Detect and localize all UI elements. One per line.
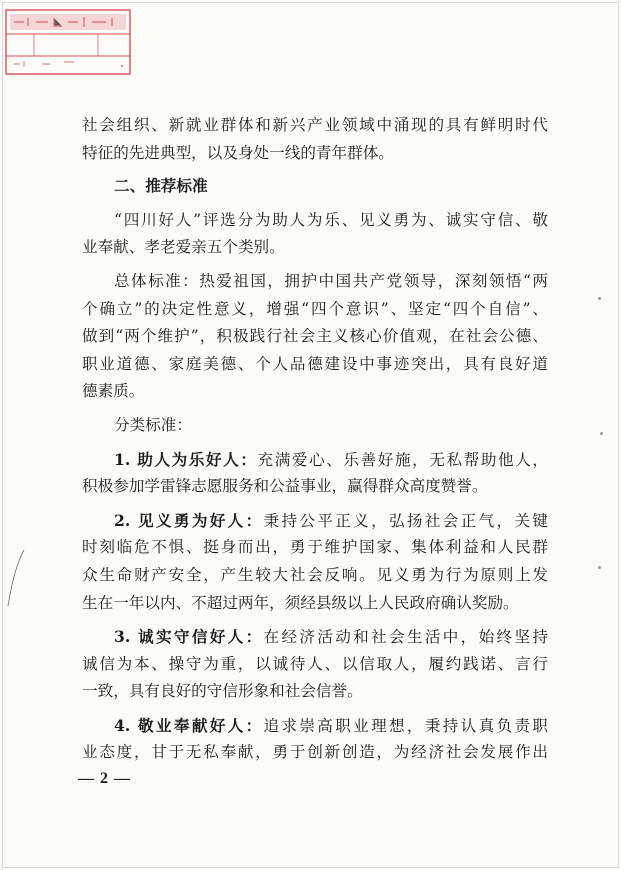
text-line: 分类标准： xyxy=(114,415,192,434)
text-line: 诚信为本、操守为重，以诚待人、以信取人，履约践诺、言行 xyxy=(82,654,548,673)
text-line xyxy=(82,507,548,535)
scan-scratch xyxy=(4,548,34,608)
page-number: — 2 — xyxy=(78,770,131,787)
category-lead: 3. 诚实守信好人： xyxy=(114,627,264,647)
text-line: 职业道德、家庭美德、个人品德建设中事迹突出，具有良好道 xyxy=(82,354,548,373)
scan-speck xyxy=(600,432,603,435)
body-text xyxy=(82,112,548,767)
text-line: 生在一年以内、不超过两年，须经县级以上人民政府确认奖励。 xyxy=(82,593,519,612)
text-line: “四川好人”评选分为助人为乐、见义勇为、诚实守信、敬 xyxy=(114,210,548,229)
text-line xyxy=(82,446,548,474)
text-line xyxy=(82,623,548,651)
text-run: 追求崇高职业理想，秉持认真负责职 xyxy=(263,716,548,735)
category-lead: 2. 见义勇为好人： xyxy=(114,510,264,530)
text-line: 总体标准：热爱祖国，拥护中国共产党领导，深刻领悟“两 xyxy=(114,271,548,290)
stamp-graphic xyxy=(2,4,136,78)
scan-speck xyxy=(598,566,601,569)
scan-speck xyxy=(598,297,601,300)
text-line: 一致，具有良好的守信形象和社会信誉。 xyxy=(82,682,363,701)
text-line: 特征的先进典型，以及身处一线的青年群体。 xyxy=(82,143,394,162)
text-line xyxy=(82,712,548,740)
text-line: 业态度，甘于无私奉献，勇于创新创造，为经济社会发展作出 xyxy=(82,743,548,762)
text-line: 社会组织、新就业群体和新兴产业领域中涌现的具有鲜明时代 xyxy=(82,116,548,134)
text-run: 在经济活动和社会生活中，始终坚持 xyxy=(263,628,548,647)
text-line: 德素质。 xyxy=(82,382,145,401)
text-line: 做到“两个维护”，积极践行社会主义核心价值观，在社会公德、 xyxy=(82,327,548,346)
text-line: 众生命财产安全，产生较大社会反响。见义勇为行为原则上发 xyxy=(82,565,548,584)
category-lead: 4. 敬业奉献好人： xyxy=(114,715,264,735)
text-line: 个确立”的决定性意义，增强“四个意识”、坚定“四个自信”、 xyxy=(82,299,548,318)
category-lead: 1. 助人为乐好人： xyxy=(114,449,258,469)
text-run: 秉持公平正义，弘扬社会正气，关键 xyxy=(263,511,548,530)
section-heading: 二、推荐标准 xyxy=(114,177,208,196)
text-run: 充满爱心、乐善好施，无私帮助他人， xyxy=(257,450,548,469)
registration-stamp xyxy=(2,4,136,78)
text-line: 时刻临危不惧、挺身而出，勇于维护国家、集体利益和人民群 xyxy=(82,538,548,557)
text-line: 积极参加学雷锋志愿服务和公益事业，赢得群众高度赞誉。 xyxy=(82,477,488,496)
text-line: 业奉献、孝老爱亲五个类别。 xyxy=(82,238,285,257)
